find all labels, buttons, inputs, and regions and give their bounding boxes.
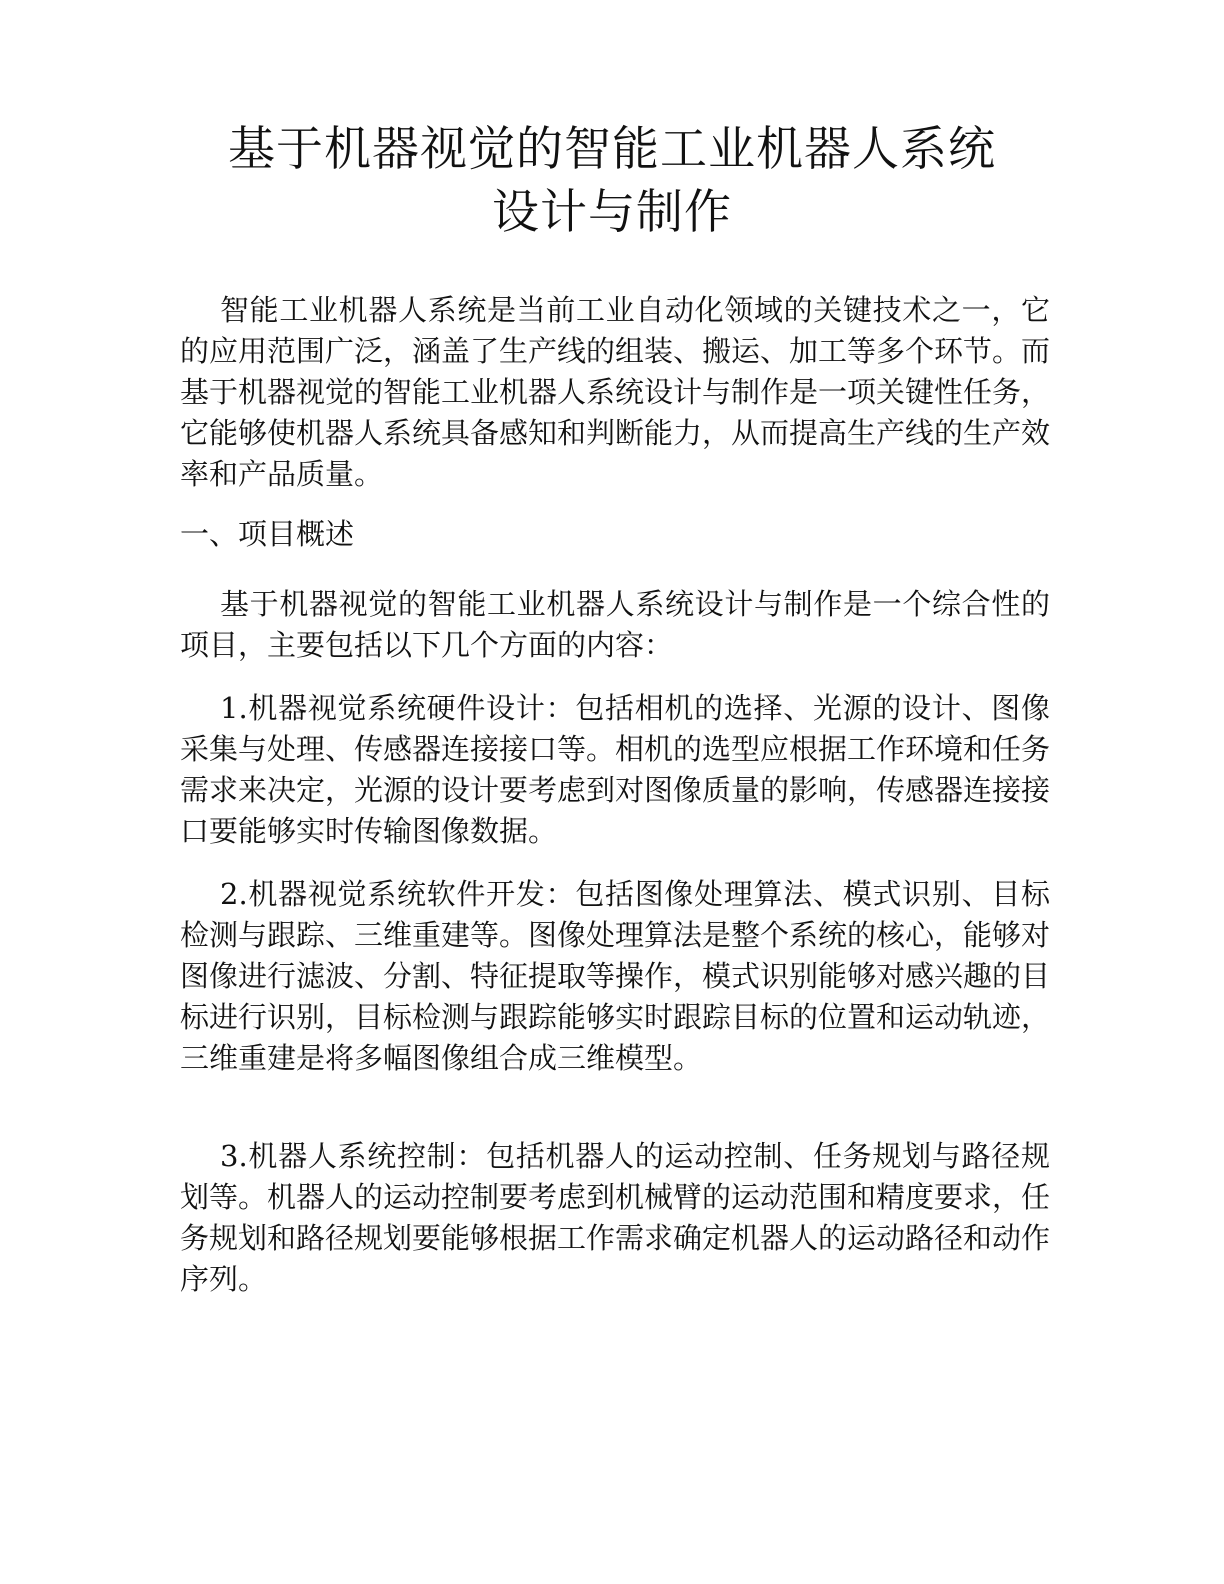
overview-paragraph: 基于机器视觉的智能工业机器人系统设计与制作是一个综合性的项目，主要包括以下几个方面的内容：	[180, 587, 1050, 662]
section-heading-overview: 一、项目概述	[180, 517, 355, 551]
title-line-1: 基于机器视觉的智能工业机器人系统	[228, 122, 996, 177]
hardware-design-paragraph: 1.机器视觉系统硬件设计：包括相机的选择、光源的设计、图像采集与处理、传感器连接接口等。相机的选型应根据工作环境和任务需求来决定，光源的设计要考虑到对图像质量的影响，传感器连接接口要能够实时传输图像数据。	[180, 691, 1051, 848]
title-line-2: 设计与制作	[492, 185, 732, 240]
software-development-paragraph: 2.机器视觉系统软件开发：包括图像处理算法、模式识别、目标检测与跟踪、三维重建等。图像处理算法是整个系统的核心，能够对图像进行滤波、分割、特征提取等操作，模式识别能够对感兴趣的目标进行识别，目标检测与跟踪能够实时跟踪目标的位置和运动轨迹，三维重建是将多幅图像组合成三维模型。	[180, 877, 1051, 1075]
intro-paragraph: 智能工业机器人系统是当前工业自动化领域的关键技术之一，它的应用范围广泛，涵盖了生产线的组装、搬运、加工等多个环节。而基于机器视觉的智能工业机器人系统设计与制作是一项关键性任务，它能够使机器人系统具备感知和判断能力，从而提高生产线的生产效率和产品质量。	[180, 293, 1051, 491]
robot-control-paragraph: 3.机器人系统控制：包括机器人的运动控制、任务规划与路径规划等。机器人的运动控制要考虑到机械臂的运动范围和精度要求，任务规划和路径规划要能够根据工作需求确定机器人的运动路径和动作序列。	[180, 1139, 1051, 1296]
document-title	[150, 118, 1074, 244]
